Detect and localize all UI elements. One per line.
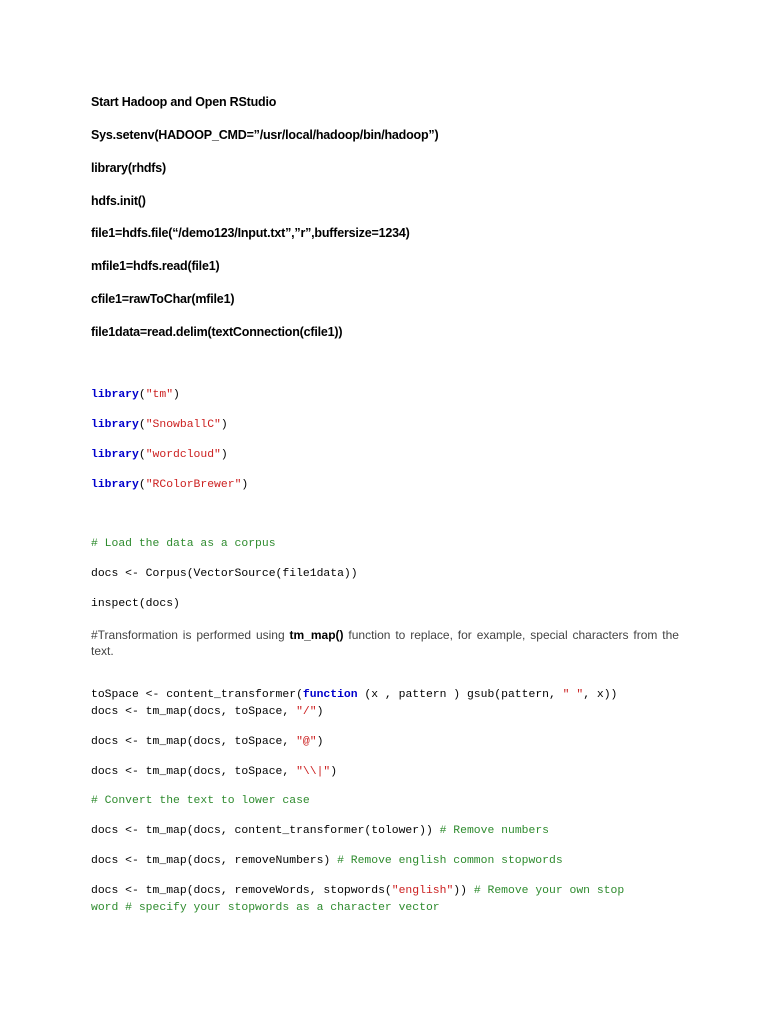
paren: ) xyxy=(220,449,228,461)
code-text: (x , pattern ) gsub(pattern, xyxy=(357,689,563,701)
library-keyword: library xyxy=(91,449,139,461)
code-text: toSpace <- content_transformer( xyxy=(91,689,303,701)
function-keyword: function xyxy=(302,689,358,701)
tm-map-line xyxy=(91,706,323,718)
string-literal: "\\|" xyxy=(296,766,331,778)
code-text: docs <- tm_map(docs, content_transformer(tolower)) xyxy=(91,825,440,837)
code-text: docs <- tm_map(docs, removeNumbers) xyxy=(91,855,338,867)
tm-map-bold: tm_map() xyxy=(289,628,344,642)
code-text: , x)) xyxy=(583,689,618,701)
code-text: docs <- tm_map(docs, toSpace, xyxy=(91,736,297,748)
setup-line: Sys.setenv(HADOOP_CMD=”/usr/local/hadoop/bin/hadoop”) xyxy=(91,128,439,142)
page-heading: Start Hadoop and Open RStudio xyxy=(91,95,277,109)
paren: ) xyxy=(241,479,249,491)
library-keyword: library xyxy=(91,419,139,431)
paren: ) xyxy=(173,389,180,401)
library-line xyxy=(91,449,228,461)
code-comment: # Remove english common stopwords xyxy=(337,855,563,867)
code-text: docs <- tm_map(docs, toSpace, xyxy=(91,706,297,718)
code-text: ) xyxy=(316,706,324,718)
stopwords-code-line xyxy=(91,885,624,897)
paragraph-text: #Transformation is performed using xyxy=(91,628,290,642)
package-name: "tm" xyxy=(145,389,174,401)
library-keyword: library xyxy=(91,479,139,491)
remove-numbers-line xyxy=(91,855,563,867)
code-comment: # Remove numbers xyxy=(439,825,549,837)
lowercase-comment: # Convert the text to lower case xyxy=(91,795,310,807)
package-name: "wordcloud" xyxy=(145,449,221,461)
string-literal: " " xyxy=(562,689,584,701)
setup-line: file1data=read.delim(textConnection(cfile1)) xyxy=(91,325,343,339)
setup-line: library(rhdfs) xyxy=(91,161,166,175)
corpus-comment: # Load the data as a corpus xyxy=(91,538,276,550)
code-text: docs <- tm_map(docs, toSpace, xyxy=(91,766,297,778)
tm-map-line xyxy=(91,736,323,748)
paragraph-text: function to replace, for example, special characters from the text. xyxy=(91,628,679,658)
library-keyword: library xyxy=(91,389,139,401)
code-text: )) xyxy=(453,885,474,897)
setup-line: mfile1=hdfs.read(file1) xyxy=(91,259,220,273)
code-text: ) xyxy=(330,766,338,778)
tospace-code-line xyxy=(91,689,617,701)
library-line xyxy=(91,479,248,491)
code-text: ) xyxy=(316,736,324,748)
tm-map-line xyxy=(91,766,337,778)
package-name: "RColorBrewer" xyxy=(145,479,242,491)
paren: ( xyxy=(138,479,146,491)
stopwords-comment-continued: word # specify your stopwords as a character vector xyxy=(91,902,440,914)
setup-line: hdfs.init() xyxy=(91,194,146,208)
setup-line: file1=hdfs.file(“/demo123/Input.txt”,”r”,buffersize=1234) xyxy=(91,226,410,240)
code-comment: # Remove your own stop xyxy=(473,885,625,897)
string-literal: "/" xyxy=(296,706,317,718)
paren: ) xyxy=(220,419,228,431)
paren: ( xyxy=(138,419,146,431)
setup-line: cfile1=rawToChar(mfile1) xyxy=(91,292,235,306)
tolower-code-line xyxy=(91,825,549,837)
package-name: "SnowballC" xyxy=(145,419,221,431)
string-literal: "@" xyxy=(296,736,317,748)
library-line xyxy=(91,389,180,401)
inspect-code-line: inspect(docs) xyxy=(91,598,180,610)
paren: ( xyxy=(138,389,146,401)
string-literal: "english" xyxy=(391,885,454,897)
transformation-paragraph xyxy=(91,627,679,659)
library-line xyxy=(91,419,228,431)
corpus-code-line: docs <- Corpus(VectorSource(file1data)) xyxy=(91,568,358,580)
paren: ( xyxy=(138,449,146,461)
code-text: docs <- tm_map(docs, removeWords, stopwords( xyxy=(91,885,392,897)
